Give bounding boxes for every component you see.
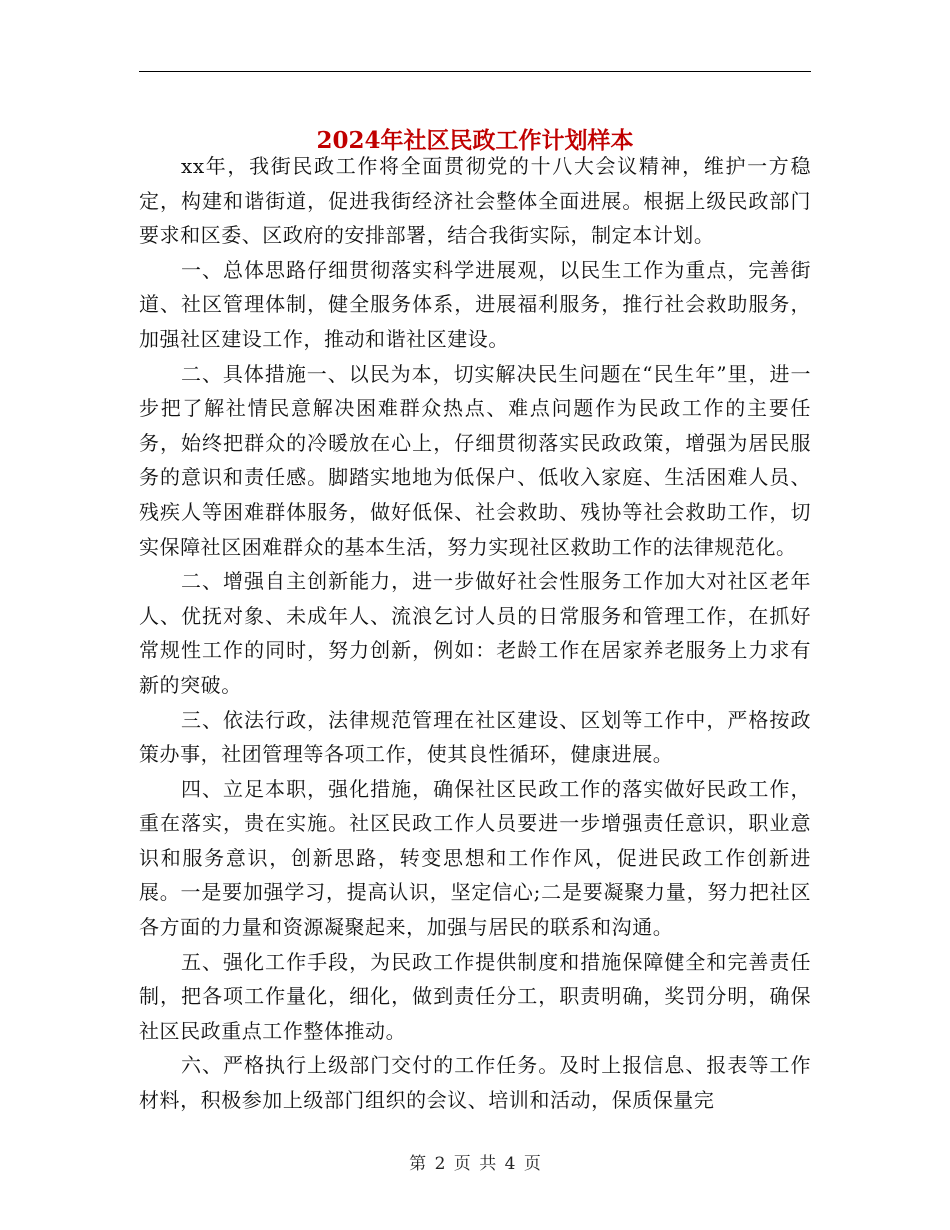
paragraph-specific-measures: 二、具体措施一、以民为本，切实解决民生问题在“民生年”里，进一步把了解社情民意解决困难群众热点、难点问题作为民政工作的主要任务，始终把群众的冷暖放在心上，仔细贯彻落实民政政策，增强为居民服务的意识和责任感。脚踏实地地为低保户、低收入家庭、生活困难人员、残疾人等困难群体服务，做好低保、社会救助、残协等社会救助工作，切实保障社区困难群众的基本生活，努力实现社区救助工作的法律规范化。: [139, 361, 811, 559]
paragraph-work-methods: 五、强化工作手段，为民政工作提供制度和措施保障健全和完善责任制，把各项工作量化，细化，做到责任分工，职责明确，奖罚分明，确保社区民政重点工作整体推动。: [139, 949, 811, 1043]
paragraph-superior-tasks: 六、严格执行上级部门交付的工作任务。及时上报信息、报表等工作材料，积极参加上级部门组织的会议、培训和活动，保质保量完: [139, 1053, 811, 1113]
document-body: [139, 149, 811, 1118]
paragraph-implementation: 四、立足本职，强化措施，确保社区民政工作的落实做好民政工作，重在落实，贵在实施。社区民政工作人员要进一步增强责任意识，职业意识和服务意识，创新思路，转变思想和工作作风，促进民政工作创新进展。一是要加强学习，提高认识，坚定信心;二是要凝聚力量，努力把社区各方面的力量和资源凝聚起来，加强与居民的联系和沟通。: [139, 776, 811, 940]
paragraph-overall-approach: 一、总体思路仔细贯彻落实科学进展观，以民生工作为重点，完善街道、社区管理体制，健全服务体系，进展福利服务，推行社会救助服务，加强社区建设工作，推动和谐社区建设。: [139, 257, 811, 351]
paragraph-intro: xx年，我街民政工作将全面贯彻党的十八大会议精神，维护一方稳定，构建和谐街道，促进我街经济社会整体全面进展。根据上级民政部门要求和区委、区政府的安排部署，结合我街实际，制定本计划。: [139, 154, 811, 248]
page-number: 第 2 页 共 4 页: [409, 1154, 541, 1174]
paragraph-innovation: 二、增强自主创新能力，进一步做好社会性服务工作加大对社区老年人、优抚对象、未成年人、流浪乞讨人员的日常服务和管理工作，在抓好常规性工作的同时，努力创新，例如：老龄工作在居家养老服务上力求有新的突破。: [139, 569, 811, 697]
document-title: 2024年社区民政工作计划样本: [316, 127, 634, 155]
paragraph-lawful-administration: 三、依法行政，法律规范管理在社区建设、区划等工作中，严格按政策办事，社团管理等各项工作，使其良性循环，健康进展。: [139, 707, 811, 767]
header-rule: [139, 71, 811, 72]
